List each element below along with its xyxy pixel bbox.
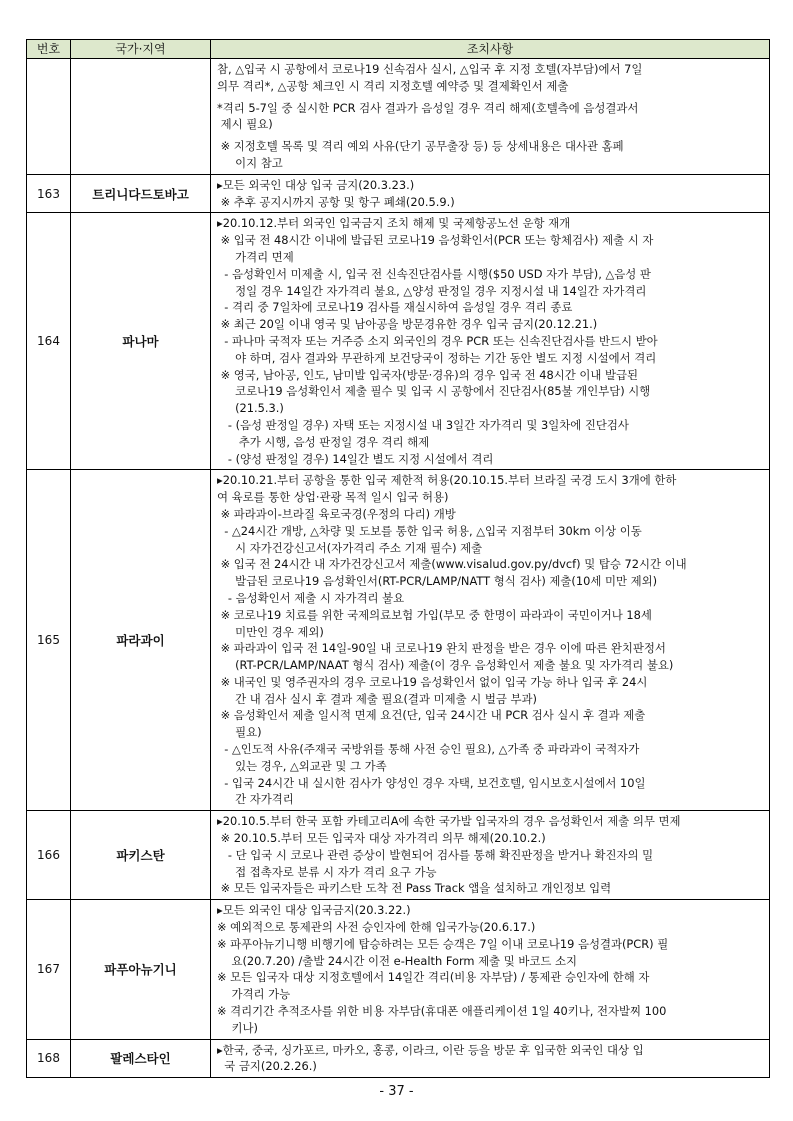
- measure-line: ※ 파라과이-브라질 육로국경(우정의 다리) 개방: [217, 506, 456, 521]
- table-row-167: [27, 900, 770, 1039]
- measure-line: 발급된 코로나19 음성확인서(RT-PCR/LAMP/NATT 형식 검사) 제출(10세 미만 제외): [217, 574, 658, 589]
- page-number: - 37 -: [379, 1084, 414, 1099]
- measure-line: ※ 영국, 남아공, 인도, 남미발 입국자(방문·경유)의 경우 입국 전 48시간 이내 발급된: [217, 367, 638, 382]
- measure-line: 국 금지(20.2.26.): [217, 1059, 317, 1074]
- row-country: [71, 59, 211, 175]
- measure-line: ▸20.10.21.부터 공항을 통한 입국 제한적 허용(20.10.15.부터 브라질 국경 도시 3개에 한하: [217, 473, 677, 488]
- measure-line: 정일 경우 14일간 자가격리 불요, △양성 판정일 경우 지정시설 내 14일간 자가격리: [217, 283, 647, 298]
- measure-line: (21.5.3.): [217, 401, 284, 416]
- measure-line: 가격리 가능: [217, 987, 291, 1002]
- measure-line: 접 접촉자로 분류 시 자가 격리 요구 가능: [217, 864, 437, 879]
- row-measure: [211, 213, 770, 470]
- measure-line: 간 내 검사 실시 후 결과 제출 필요(결과 미제출 시 벌금 부과): [217, 691, 537, 706]
- measure-line: ※ 최근 20일 이내 영국 및 남아공을 방문경유한 경우 입국 금지(20.12.21.): [217, 317, 598, 332]
- row-country: 파키스탄: [71, 811, 211, 900]
- measure-line: 제시 필요): [217, 117, 273, 132]
- row-measure: [211, 1039, 770, 1078]
- measure-line: ※ 코로나19 치료를 위한 국제의료보험 가입(부모 중 한명이 파라과이 국민이거나 18세: [217, 607, 652, 622]
- measure-line: 의무 격리*, △공항 체크인 시 격리 지정호텔 예약증 및 결제확인서 제출: [217, 78, 569, 93]
- table-row-165: [27, 470, 770, 811]
- measure-line: ※ 파라과이 입국 전 14일-90일 내 코로나19 완치 판정을 받은 경우 이에 따른 완치판정서: [217, 641, 666, 656]
- measure-line: (RT-PCR/LAMP/NAAT 형식 검사) 제출(이 경우 음성확인서 제출 불요 및 자가격리 불요): [217, 658, 674, 673]
- header-country: 국가·지역: [71, 40, 211, 59]
- measure-line: - 단 입국 시 코로나 관련 증상이 발현되어 검사를 통해 확진판정을 받거나 확진자의 밀: [217, 847, 654, 862]
- row-num: 164: [27, 213, 71, 470]
- measure-line: ※ 지정호텔 목록 및 격리 예외 사유(단기 공무출장 등) 등 상세내용은 대사관 홈페: [217, 139, 624, 154]
- measure-line: 여 육로를 통한 상업·관광 목적 일시 입국 허용): [217, 490, 449, 505]
- row-num: 166: [27, 811, 71, 900]
- measure-line: *격리 5-7일 중 실시한 PCR 검사 결과가 음성일 경우 격리 해제(호텔측에 음성결과서: [217, 100, 639, 115]
- row-measure: [211, 174, 770, 213]
- measure-line: ※ 추후 공지시까지 공항 및 항구 폐쇄(20.5.9.): [217, 194, 455, 209]
- measure-line: - (양성 판정일 경우) 14일간 별도 지정 시설에서 격리: [217, 451, 494, 466]
- measure-line: ※ 20.10.5.부터 모든 입국자 대상 자가격리 의무 해제(20.10.2.): [217, 831, 546, 846]
- measure-line: ▸모든 외국인 대상 입국금지(20.3.22.): [217, 903, 411, 918]
- row-country: 파나마: [71, 213, 211, 470]
- measure-line: - 파나마 국적자 또는 거주증 소지 외국인의 경우 PCR 또는 신속진단검사를 반드시 받아: [217, 333, 658, 348]
- measure-line: 요(20.7.20) /출발 24시간 이전 e-Health Form 제출 및 바코드 소지: [217, 953, 578, 968]
- table-row-163: [27, 174, 770, 213]
- measure-line: 가격리 면제: [217, 249, 294, 264]
- row-measure: [211, 59, 770, 175]
- measure-line: 시 자가건강신고서(자가격리 주소 기재 필수) 제출: [217, 540, 483, 555]
- row-num: [27, 59, 71, 175]
- measure-line: 이지 참고: [217, 155, 283, 170]
- row-measure: [211, 811, 770, 900]
- row-num: 167: [27, 900, 71, 1039]
- row-country: 파푸아뉴기니: [71, 900, 211, 1039]
- measure-line: ※ 음성확인서 제출 일시적 면제 요건(단, 입국 24시간 내 PCR 검사 실시 후 결과 제출: [217, 708, 646, 723]
- measure-line: 코로나19 음성확인서 제출 필수 및 입국 시 공항에서 진단검사(85불 개인부담) 시행: [217, 384, 651, 399]
- header-measure: 조치사항: [211, 40, 770, 59]
- measure-line: ※ 모든 입국자들은 파키스탄 도착 전 Pass Track 앱을 설치하고 개인정보 입력: [217, 881, 612, 896]
- row-country: 트리니다드토바고: [71, 174, 211, 213]
- row-country: 팔레스타인: [71, 1039, 211, 1078]
- measure-line: ※ 파푸아뉴기니행 비행기에 탑승하려는 모든 승객은 7일 이내 코로나19 음성결과(PCR) 필: [217, 936, 669, 951]
- measure-line: ※ 모든 입국자 대상 지정호텔에서 14일간 격리(비용 자부담) / 통제관 승인자에 한해 자: [217, 970, 650, 985]
- measure-line: - 입국 24시간 내 실시한 검사가 양성인 경우 자택, 보건호텔, 임시보호시설에서 10일: [217, 775, 646, 790]
- table-row-164: [27, 213, 770, 470]
- measure-line: 미만인 경우 제외): [217, 624, 324, 639]
- row-num: 165: [27, 470, 71, 811]
- measure-line: ※ 격리기간 추적조사를 위한 비용 자부담(휴대폰 애플리케이션 1일 40키나, 전자발찌 100: [217, 1004, 667, 1019]
- table-row-continued: [27, 59, 770, 175]
- measure-line: - △24시간 개방, △차량 및 도보를 통한 입국 허용, △입국 지점부터 30km 이상 이동: [217, 523, 642, 538]
- measure-line: 추가 시행, 음성 판정일 경우 격리 해제: [217, 434, 430, 449]
- row-num: 163: [27, 174, 71, 213]
- table-row-166: [27, 811, 770, 900]
- measure-line: 야 하며, 검사 결과와 무관하게 보건당국이 정하는 기간 동안 별도 지정 시설에서 격리: [217, 350, 657, 365]
- measure-line: 키나): [217, 1020, 258, 1035]
- measure-line: 필요): [217, 725, 262, 740]
- measure-line: ※ 예외적으로 통제관의 사전 승인자에 한해 입국가능(20.6.17.): [217, 920, 536, 935]
- header-num: 번호: [27, 40, 71, 59]
- measure-line: 간 자가격리: [217, 792, 294, 807]
- measure-line: - (음성 판정일 경우) 자택 또는 지정시설 내 3일간 자가격리 및 3일차에 진단검사: [217, 417, 629, 432]
- measure-line: - 음성확인서 미제출 시, 입국 전 신속진단검사를 시행($50 USD 자가 부담), △음성 판: [217, 266, 651, 281]
- document-page: [26, 39, 769, 1078]
- measure-line: - 음성확인서 제출 시 자가격리 불요: [217, 590, 405, 605]
- measure-line: ▸20.10.5.부터 한국 포함 카테고리A에 속한 국가발 입국자의 경우 음성확인서 제출 의무 면제: [217, 814, 681, 829]
- measure-line: ▸한국, 중국, 싱가포르, 마카오, 홍콩, 이라크, 이란 등을 방문 후 입국한 외국인 대상 입: [217, 1042, 644, 1057]
- entry-measures-table: [26, 39, 770, 1078]
- measure-line: 참, △입국 시 공항에서 코로나19 신속검사 실시, △입국 후 지정 호텔(자부담)에서 7일: [217, 62, 643, 76]
- row-num: 168: [27, 1039, 71, 1078]
- measure-line: ▸모든 외국인 대상 입국 금지(20.3.23.): [217, 177, 415, 192]
- measure-line: - 격리 중 7일차에 코로나19 검사를 재실시하여 음성일 경우 격리 종료: [217, 300, 573, 315]
- row-measure: [211, 900, 770, 1039]
- row-country: 파라과이: [71, 470, 211, 811]
- table-header-row: [27, 40, 770, 59]
- measure-line: - △인도적 사유(주재국 국방위를 통해 사전 승인 필요), △가족 중 파라과이 국적자가: [217, 742, 640, 757]
- measure-line: ※ 입국 전 24시간 내 자가건강신고서 제출(www.visalud.gov.py/dvcf) 및 탑승 72시간 이내: [217, 557, 687, 572]
- table-row-168: [27, 1039, 770, 1078]
- row-measure: [211, 470, 770, 811]
- measure-line: ▸20.10.12.부터 외국인 입국금지 조치 해제 및 국제항공노선 운항 재개: [217, 216, 571, 231]
- measure-line: ※ 입국 전 48시간 이내에 발급된 코로나19 음성확인서(PCR 또는 항체검사) 제출 시 자: [217, 233, 654, 248]
- measure-line: 있는 경우, △외교관 및 그 가족: [217, 758, 387, 773]
- measure-line: ※ 내국인 및 영주권자의 경우 코로나19 음성확인서 없이 입국 가능 하나 입국 후 24시: [217, 674, 648, 689]
